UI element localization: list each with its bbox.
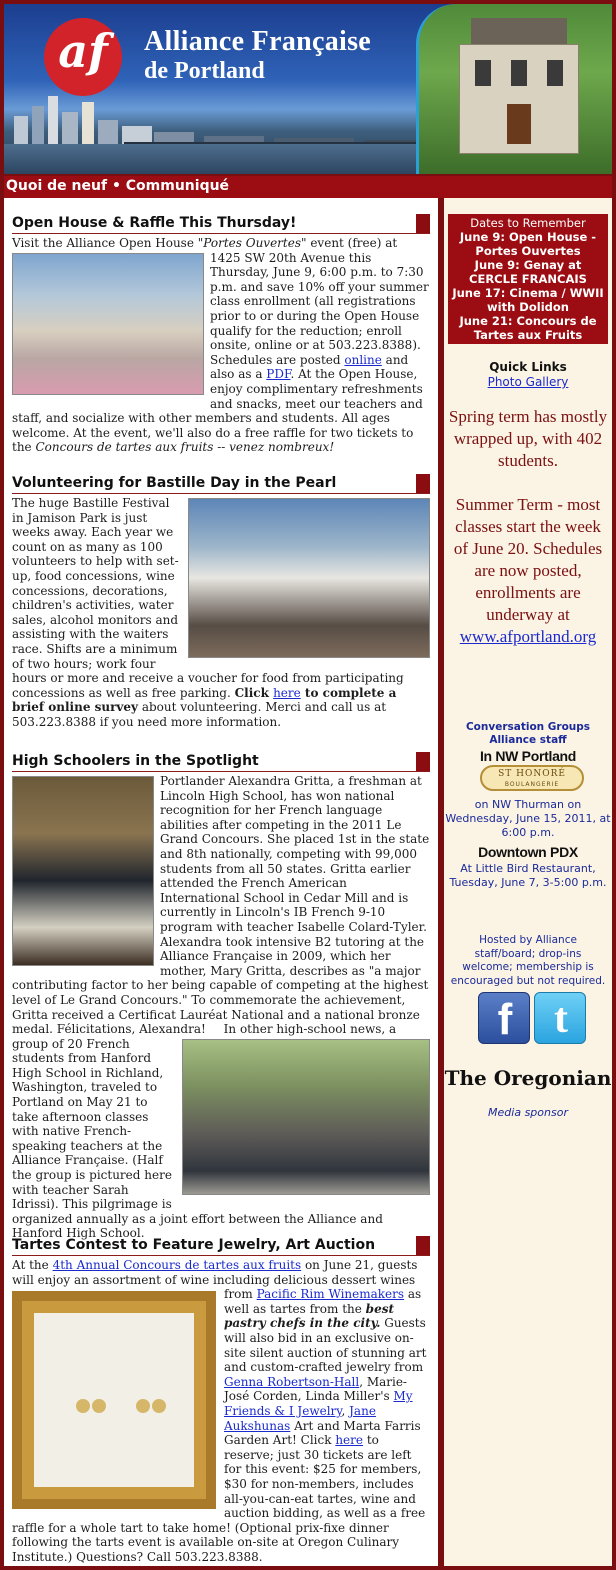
body-text: about volunteering. Merci and call us at 503.223.8388 if you need more information.	[12, 700, 387, 729]
section-title: Quoi de neuf • Communiqué	[6, 178, 230, 194]
survey-link[interactable]: here	[273, 685, 301, 700]
date-item: June 17: Cinema / WWII with Dolidon	[452, 286, 604, 314]
body-text: " event (free) at 1425 SW 20th Avenue this Thursday, June 9, 6:00 p.m. to 7:30 p.m. and save 10% off your summer class enrollment (all registrations prior to or during the Open House qualify for the reduction; enroll onsite, online or at 503.223.8388). Schedules are posted	[210, 236, 429, 367]
org-subtitle: de Portland	[144, 58, 265, 84]
pdf-link[interactable]: PDF	[266, 367, 291, 382]
title-accent	[416, 474, 430, 493]
oregonian-logo[interactable]: The Oregonian	[444, 1066, 612, 1090]
st-honore-logo: ST HONORÉ BOULANGERIE	[480, 765, 584, 791]
main-column	[4, 198, 438, 1566]
quick-links-title: Quick Links	[489, 360, 567, 374]
friends-jewelry-link[interactable]: My Friends & I Jewelry	[224, 1389, 413, 1418]
body-text: The huge Bastille Festival in Jamison Park is just weeks away. Each year we count on as many as 100 volunteers to help with set-up, food concessions, wine concessions, decorations, children's activities, water sales, alcohol monitors and assisting with the waiters race. Shifts are a minimum of two hours; work four hours or more and receive a voucher for food from participating concessions as well as free parking.	[12, 496, 404, 700]
sidebar	[444, 198, 612, 1566]
summer-text: Summer Term - most classes start the week of June 20. Schedules are now posted, enrollments are underway at	[453, 495, 603, 624]
title-accent	[416, 1236, 430, 1255]
article-header	[12, 752, 430, 772]
body-text: In other high-school news, a group of 20 French students from Hanford High School in Richland, Washington, traveled to Portland on May 21 to take afternoon classes with native French-speaking teachers at the Alliance Française. (Half the group is pictured here with teacher Sarah Idrissi). This pilgrimage is organized annually as a joint effort between the Alliance and Hanford High School.	[12, 1022, 397, 1241]
conv-title: Conversation Groups	[465, 721, 591, 733]
alexandra-gritta-photo	[12, 776, 154, 966]
header-banner	[4, 4, 612, 174]
nw-portland-heading: In NW Portland	[479, 748, 577, 764]
body-text: ,	[341, 1403, 350, 1418]
jane-link[interactable]: Jane Aukshunas	[224, 1403, 376, 1433]
article-header	[12, 1236, 430, 1256]
article-open-house	[12, 214, 430, 455]
body-text: and also as a	[210, 352, 409, 382]
facebook-icon[interactable]: f	[478, 992, 530, 1044]
dates-title: Dates to Remember	[470, 216, 586, 230]
body-bold-em: best pastry chefs in the city.	[224, 1301, 394, 1331]
body-bold: to complete a brief online survey	[12, 685, 397, 715]
date-item: June 9: Genay at CERCLE FRANCAIS	[469, 258, 587, 286]
hanford-students-photo	[182, 1039, 430, 1195]
af-logo: af	[44, 18, 122, 96]
dates-box	[448, 214, 608, 344]
article-title: High Schoolers in the Spotlight	[12, 753, 259, 769]
article-title: Volunteering for Bastille Day in the Pearl	[12, 475, 337, 491]
concours-link[interactable]: 4th Annual Concours de tartes aux fruits	[52, 1258, 302, 1272]
org-title: Alliance Française	[144, 26, 372, 57]
twitter-icon[interactable]: t	[534, 992, 586, 1044]
article-title: Tartes Contest to Feature Jewelry, Art Auction	[12, 1237, 376, 1253]
title-accent	[416, 214, 430, 233]
jewelry-frame-photo	[12, 1291, 216, 1509]
date-item: June 21: Concours de Tartes aux Fruits	[459, 314, 597, 342]
body-text: Portlander Alexandra Gritta, a freshman at Lincoln High School, has won national recognition for her French language abilities after competing in the 2011 Le Grand Concours. She placed 1st in the state and 8th nationally, competing with 99,000 students from all 50 states. Gritta earlier attended the French American International School in Cedar Mill and is currently in Lincoln's IB French 9-10 program with teacher Isabelle Colard-Tyler. Alexandra took intensive B2 tutoring at the Alliance Française in 2009, which her mother, Mary Gritta, describes as "a major contributing factor to her being capable of competing at the highest level of Le Grand Concours." To commemorate the achievement, Gritta received a Certificat Lauréat National and a national bronze medal. Félicitations, Alexandra!	[12, 774, 430, 1037]
building-photo	[416, 4, 612, 174]
pacific-rim-link[interactable]: Pacific Rim Winemakers	[256, 1287, 405, 1302]
body-em: Portes Ouvertes	[203, 236, 301, 250]
article-header	[12, 474, 430, 494]
spring-term-note: Spring term has mostly wrapped up, with 402 students.	[448, 407, 608, 470]
genna-link[interactable]: Genna Robertson-Hall	[224, 1374, 360, 1389]
article-title: Open House & Raffle This Thursday!	[12, 215, 297, 231]
body-text: as well as tartes from the	[224, 1287, 422, 1316]
body-text: . At the Open House, enjoy complimentary refreshments and snacks, meet our teachers and staff, and socialize with other members and students. All ages welcome. At the event, we'll also do a free raffle for two tickets to the	[12, 367, 423, 455]
conv-subtitle: Alliance staff	[489, 734, 567, 746]
reserve-link[interactable]: here	[335, 1433, 363, 1448]
waiters-race-photo	[188, 498, 430, 658]
body-em: Concours de tartes aux fruits -- venez nombreux!	[35, 440, 335, 455]
quick-links	[444, 375, 612, 389]
summer-term-note	[444, 494, 612, 648]
body-text: Visit the Alliance Open House "	[12, 236, 204, 250]
media-sponsor-label: Media sponsor	[488, 1106, 568, 1119]
date-item: June 9: Open House - Portes Ouvertes	[459, 230, 597, 258]
website-link[interactable]: www.afportland.org	[459, 627, 597, 646]
article-high-schoolers	[12, 752, 430, 1241]
section-title-bar	[4, 176, 612, 198]
downtown-heading: Downtown PDX	[478, 844, 578, 860]
body-text: on June 21, guests will enjoy an assortment of wine including delicious dessert wines from	[12, 1258, 418, 1302]
body-bold: Click	[234, 685, 274, 700]
body-text: Guests will also bid in an exclusive on-site silent auction of stunning art and custom-crafted jewelry from	[224, 1316, 427, 1375]
body-text: to reserve; just 30 tickets are left for this event: $25 for members, $30 for non-members, includes all-you-can-eat tartes, wine and auction bidding, as well as a free raffle for a whole tart to take home! (Optional prix-fixe dinner following the tarts event is available on-site at Oregon Culinary Institute.) Questions? Call 503.223.8388.	[12, 1433, 426, 1564]
hosted-note: Hosted by Alliance staff/board; drop-ins welcome; membership is encouraged but not required.	[450, 934, 606, 987]
nw-portland-info: on NW Thurman on Wednesday, June 15, 2011, at 6:00 p.m.	[445, 798, 611, 839]
online-link[interactable]: online	[344, 352, 382, 367]
conversation-groups	[444, 721, 612, 747]
river	[4, 144, 444, 174]
article-bastille-volunteers	[12, 474, 430, 730]
downtown-info: At Little Bird Restaurant, Tuesday, June 7, 3-5:00 p.m.	[449, 862, 607, 889]
alliance-house-photo	[12, 253, 204, 395]
photo-gallery-link[interactable]: Photo Gallery	[487, 375, 569, 389]
body-text: , Marie-José Corden, Linda Miller's	[224, 1374, 407, 1404]
body-text: At the	[12, 1258, 53, 1272]
article-header	[12, 214, 430, 234]
title-accent	[416, 752, 430, 771]
article-tartes-contest	[12, 1236, 430, 1564]
body-text: Art and Marta Farris Garden Art! Click	[224, 1418, 421, 1448]
